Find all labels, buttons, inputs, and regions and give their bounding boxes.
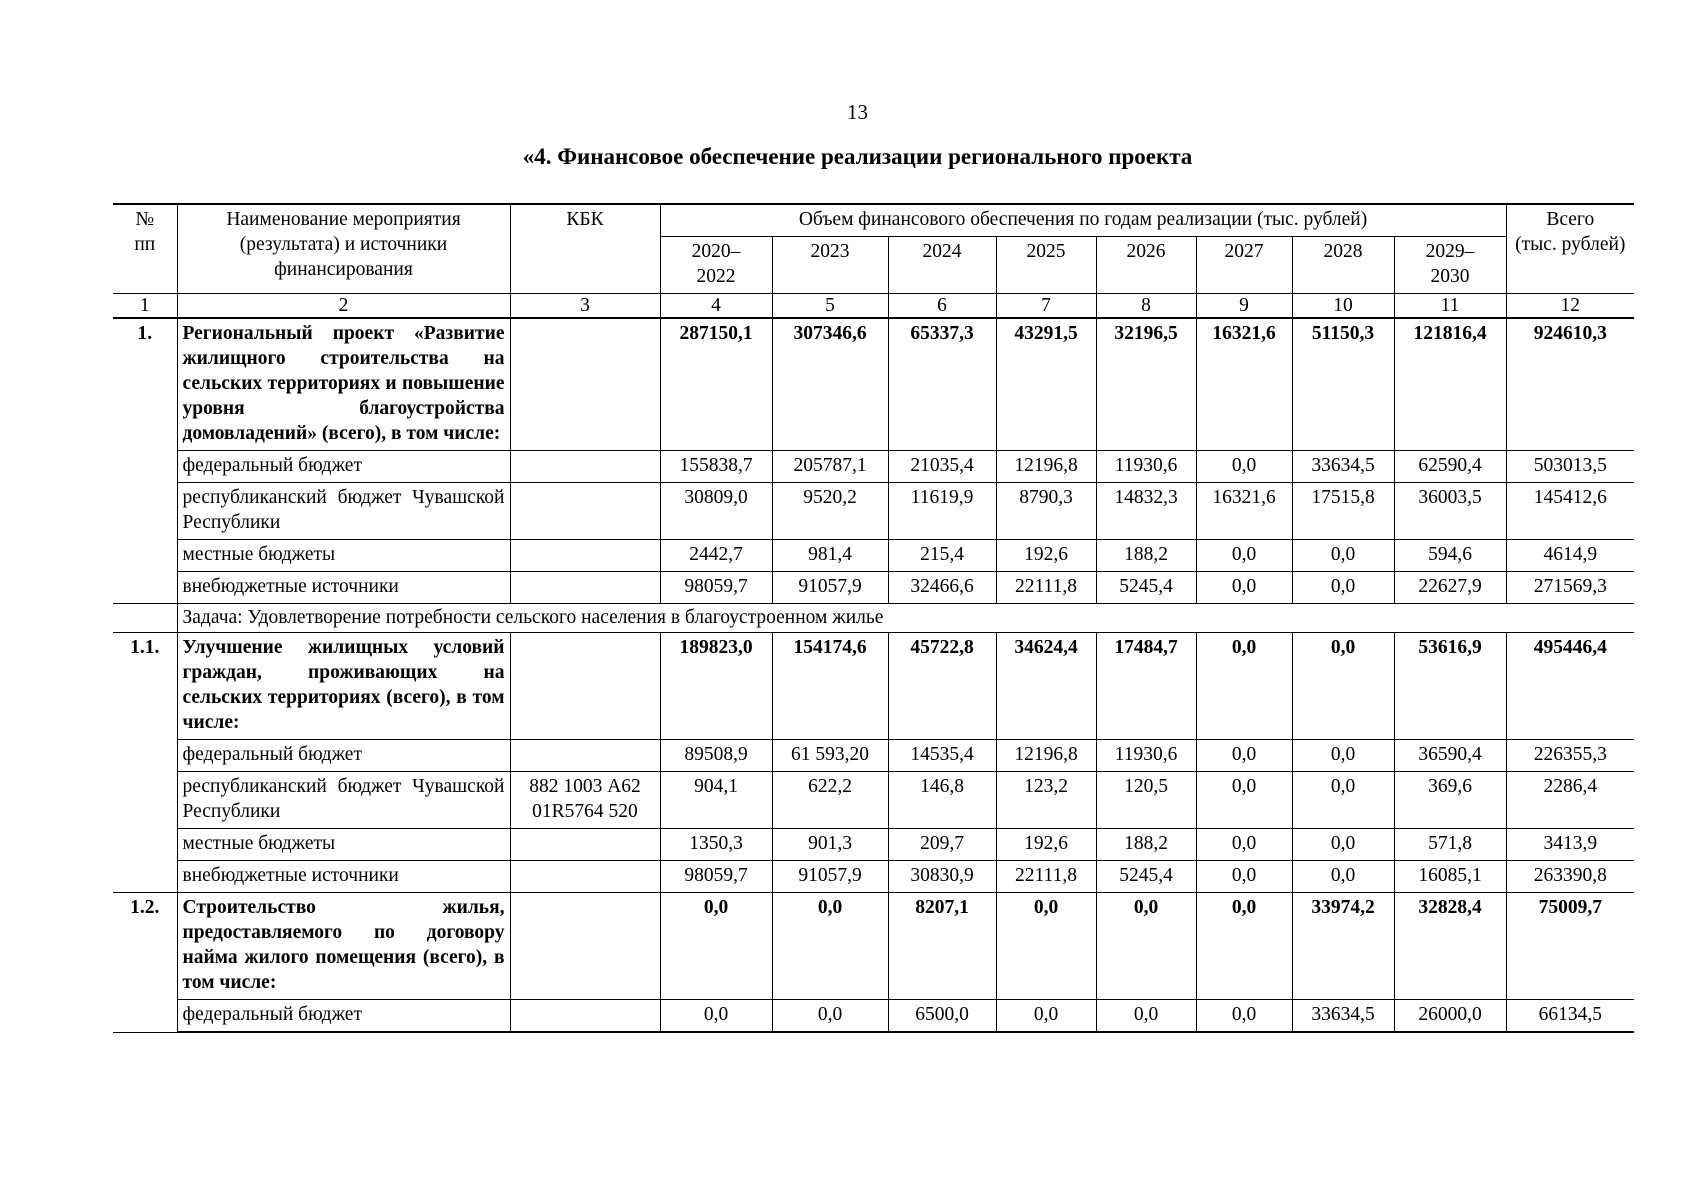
row-value: 189823,0	[660, 633, 772, 740]
row-name: федеральный бюджет	[177, 451, 510, 483]
row-value: 22111,8	[996, 861, 1096, 893]
row-number: 1.2.	[113, 893, 177, 1000]
row-value: 98059,7	[660, 861, 772, 893]
row-name: Строительство жилья, предоставляемого по договору найма жилого помещения (всего), в том числе:	[177, 893, 510, 1000]
row-total: 271569,3	[1506, 572, 1634, 604]
row-value: 904,1	[660, 772, 772, 829]
row-value: 0,0	[1096, 1000, 1196, 1033]
row-value: 981,4	[772, 540, 888, 572]
row-value: 26000,0	[1394, 1000, 1506, 1033]
row-value: 14832,3	[1096, 483, 1196, 540]
row-value: 12196,8	[996, 451, 1096, 483]
row-value: 91057,9	[772, 861, 888, 893]
row-name: внебюджетные источники	[177, 861, 510, 893]
row-total: 4614,9	[1506, 540, 1634, 572]
row-name: республиканский бюджет Чувашской Республики	[177, 772, 510, 829]
row-kbk	[510, 1000, 660, 1033]
row-value: 369,6	[1394, 772, 1506, 829]
row-value: 33634,5	[1292, 451, 1394, 483]
row-value: 8207,1	[888, 893, 996, 1000]
row-total: 503013,5	[1506, 451, 1634, 483]
row-value: 0,0	[1292, 829, 1394, 861]
row-total: 263390,8	[1506, 861, 1634, 893]
source-row	[113, 861, 1634, 893]
row-name: Региональный проект «Развитие жилищного строительства на сельских территориях и повышение уровня благоустройства домовладений» (всего), в том числе:	[177, 318, 510, 451]
row-number	[113, 451, 177, 483]
row-value: 5245,4	[1096, 572, 1196, 604]
row-value: 51150,3	[1292, 318, 1394, 451]
row-value: 287150,1	[660, 318, 772, 451]
row-value: 32828,4	[1394, 893, 1506, 1000]
row-value: 5245,4	[1096, 861, 1196, 893]
header-year-3: 2025	[996, 237, 1096, 294]
row-value: 30830,9	[888, 861, 996, 893]
row-value: 154174,6	[772, 633, 888, 740]
row-value: 188,2	[1096, 540, 1196, 572]
row-value: 16085,1	[1394, 861, 1506, 893]
task-text: Задача: Удовлетворение потребности сельского населения в благоустроенном жилье	[177, 604, 1634, 633]
source-row	[113, 540, 1634, 572]
row-kbk	[510, 451, 660, 483]
group-row	[113, 893, 1634, 1000]
row-value: 571,8	[1394, 829, 1506, 861]
row-value: 0,0	[1196, 861, 1292, 893]
row-name: республиканский бюджет Чувашской Республики	[177, 483, 510, 540]
row-value: 34624,4	[996, 633, 1096, 740]
row-value: 121816,4	[1394, 318, 1506, 451]
row-number	[113, 1000, 177, 1033]
header-year-4: 2026	[1096, 237, 1196, 294]
document-title: «4. Финансовое обеспечение реализации регионального проекта	[522, 144, 1193, 169]
row-value: 16321,6	[1196, 483, 1292, 540]
row-value: 0,0	[1292, 772, 1394, 829]
header-kbk: КБК	[510, 204, 660, 294]
row-value: 22627,9	[1394, 572, 1506, 604]
column-index-12: 12	[1506, 294, 1634, 319]
row-kbk	[510, 633, 660, 740]
row-value: 0,0	[660, 893, 772, 1000]
row-value: 0,0	[1196, 740, 1292, 772]
column-index-4: 4	[660, 294, 772, 319]
row-value: 0,0	[772, 893, 888, 1000]
row-total: 924610,3	[1506, 318, 1634, 451]
header-year-1: 2023	[772, 237, 888, 294]
row-value: 65337,3	[888, 318, 996, 451]
row-value: 8790,3	[996, 483, 1096, 540]
column-index-3: 3	[510, 294, 660, 319]
row-value: 12196,8	[996, 740, 1096, 772]
group-row	[113, 633, 1634, 740]
row-value: 0,0	[1196, 1000, 1292, 1033]
row-number	[113, 572, 177, 604]
row-value: 0,0	[1196, 572, 1292, 604]
task-num-cell	[113, 604, 177, 633]
row-total: 226355,3	[1506, 740, 1634, 772]
row-number: 1.1.	[113, 633, 177, 740]
row-value: 16321,6	[1196, 318, 1292, 451]
column-index-1: 1	[113, 294, 177, 319]
column-index-10: 10	[1292, 294, 1394, 319]
row-value: 11930,6	[1096, 451, 1196, 483]
row-value: 0,0	[1196, 893, 1292, 1000]
row-value: 0,0	[1196, 451, 1292, 483]
row-kbk	[510, 483, 660, 540]
row-value: 61 593,20	[772, 740, 888, 772]
row-value: 98059,7	[660, 572, 772, 604]
row-value: 0,0	[1292, 540, 1394, 572]
row-total: 495446,4	[1506, 633, 1634, 740]
row-value: 45722,8	[888, 633, 996, 740]
row-kbk	[510, 893, 660, 1000]
row-value: 14535,4	[888, 740, 996, 772]
row-value: 307346,6	[772, 318, 888, 451]
row-kbk	[510, 829, 660, 861]
column-index-8: 8	[1096, 294, 1196, 319]
column-index-9: 9	[1196, 294, 1292, 319]
row-kbk	[510, 540, 660, 572]
row-total: 75009,7	[1506, 893, 1634, 1000]
row-value: 33634,5	[1292, 1000, 1394, 1033]
row-value: 594,6	[1394, 540, 1506, 572]
group-row	[113, 318, 1634, 451]
header-year-2: 2024	[888, 237, 996, 294]
source-row	[113, 483, 1634, 540]
header-year-7: 2029– 2030	[1394, 237, 1506, 294]
row-value: 205787,1	[772, 451, 888, 483]
header-year-0: 2020– 2022	[660, 237, 772, 294]
row-value: 192,6	[996, 540, 1096, 572]
row-value: 622,2	[772, 772, 888, 829]
column-index-7: 7	[996, 294, 1096, 319]
row-total: 66134,5	[1506, 1000, 1634, 1033]
row-number	[113, 829, 177, 861]
row-value: 0,0	[1196, 772, 1292, 829]
header-year-6: 2028	[1292, 237, 1394, 294]
source-row	[113, 740, 1634, 772]
row-kbk	[510, 861, 660, 893]
row-kbk	[510, 572, 660, 604]
column-index-11: 11	[1394, 294, 1506, 319]
row-value: 11619,9	[888, 483, 996, 540]
row-value: 17515,8	[1292, 483, 1394, 540]
source-row	[113, 1000, 1634, 1033]
row-value: 30809,0	[660, 483, 772, 540]
row-number: 1.	[113, 318, 177, 451]
header-num-text: № пп	[134, 209, 156, 255]
row-name: местные бюджеты	[177, 540, 510, 572]
row-name: Улучшение жилищных условий граждан, проживающих на сельских территориях (всего), в том числе:	[177, 633, 510, 740]
column-index-row	[113, 294, 1634, 319]
row-value: 6500,0	[888, 1000, 996, 1033]
header-volume: Объем финансового обеспечения по годам реализации (тыс. рублей)	[660, 204, 1506, 237]
row-number	[113, 540, 177, 572]
row-value: 1350,3	[660, 829, 772, 861]
column-index-6: 6	[888, 294, 996, 319]
row-name: федеральный бюджет	[177, 740, 510, 772]
row-kbk: 882 1003 А62 01R5764 520	[510, 772, 660, 829]
row-value: 43291,5	[996, 318, 1096, 451]
row-value: 209,7	[888, 829, 996, 861]
row-name: федеральный бюджет	[177, 1000, 510, 1033]
page-number: 13	[847, 100, 868, 124]
header-year-5: 2027	[1196, 237, 1292, 294]
row-total: 3413,9	[1506, 829, 1634, 861]
row-value: 32196,5	[1096, 318, 1196, 451]
row-value: 53616,9	[1394, 633, 1506, 740]
row-value: 0,0	[660, 1000, 772, 1033]
row-number	[113, 861, 177, 893]
row-value: 36590,4	[1394, 740, 1506, 772]
row-value: 155838,7	[660, 451, 772, 483]
table-header-row	[113, 204, 1634, 237]
source-row	[113, 451, 1634, 483]
row-total: 2286,4	[1506, 772, 1634, 829]
header-name: Наименование мероприятия (результата) и источники финансирования	[177, 204, 510, 294]
row-number	[113, 483, 177, 540]
row-value: 9520,2	[772, 483, 888, 540]
row-value: 2442,7	[660, 540, 772, 572]
row-value: 901,3	[772, 829, 888, 861]
row-value: 0,0	[996, 1000, 1096, 1033]
row-value: 192,6	[996, 829, 1096, 861]
row-value: 120,5	[1096, 772, 1196, 829]
task-row	[113, 604, 1634, 633]
row-name: местные бюджеты	[177, 829, 510, 861]
column-index-2: 2	[177, 294, 510, 319]
row-number	[113, 772, 177, 829]
row-value: 11930,6	[1096, 740, 1196, 772]
row-value: 146,8	[888, 772, 996, 829]
row-value: 33974,2	[1292, 893, 1394, 1000]
source-row	[113, 829, 1634, 861]
row-kbk	[510, 740, 660, 772]
row-number	[113, 740, 177, 772]
column-index-5: 5	[772, 294, 888, 319]
source-row	[113, 572, 1634, 604]
row-value: 0,0	[1096, 893, 1196, 1000]
row-value: 0,0	[1196, 540, 1292, 572]
row-value: 62590,4	[1394, 451, 1506, 483]
header-num	[113, 204, 177, 294]
row-value: 0,0	[772, 1000, 888, 1033]
financing-table	[113, 203, 1634, 1033]
row-value: 32466,6	[888, 572, 996, 604]
row-value: 89508,9	[660, 740, 772, 772]
row-value: 0,0	[1196, 633, 1292, 740]
row-total: 145412,6	[1506, 483, 1634, 540]
row-value: 215,4	[888, 540, 996, 572]
row-value: 22111,8	[996, 572, 1096, 604]
row-value: 0,0	[1292, 740, 1394, 772]
row-name: внебюджетные источники	[177, 572, 510, 604]
row-value: 123,2	[996, 772, 1096, 829]
source-row	[113, 772, 1634, 829]
row-value: 0,0	[1196, 829, 1292, 861]
row-value: 91057,9	[772, 572, 888, 604]
header-total-text: Всего (тыс. рублей)	[1515, 209, 1626, 255]
row-value: 0,0	[996, 893, 1096, 1000]
row-value: 0,0	[1292, 861, 1394, 893]
row-value: 17484,7	[1096, 633, 1196, 740]
header-total	[1506, 204, 1634, 294]
row-value: 0,0	[1292, 572, 1394, 604]
row-value: 21035,4	[888, 451, 996, 483]
row-value: 188,2	[1096, 829, 1196, 861]
row-kbk	[510, 318, 660, 451]
row-value: 36003,5	[1394, 483, 1506, 540]
row-value: 0,0	[1292, 633, 1394, 740]
